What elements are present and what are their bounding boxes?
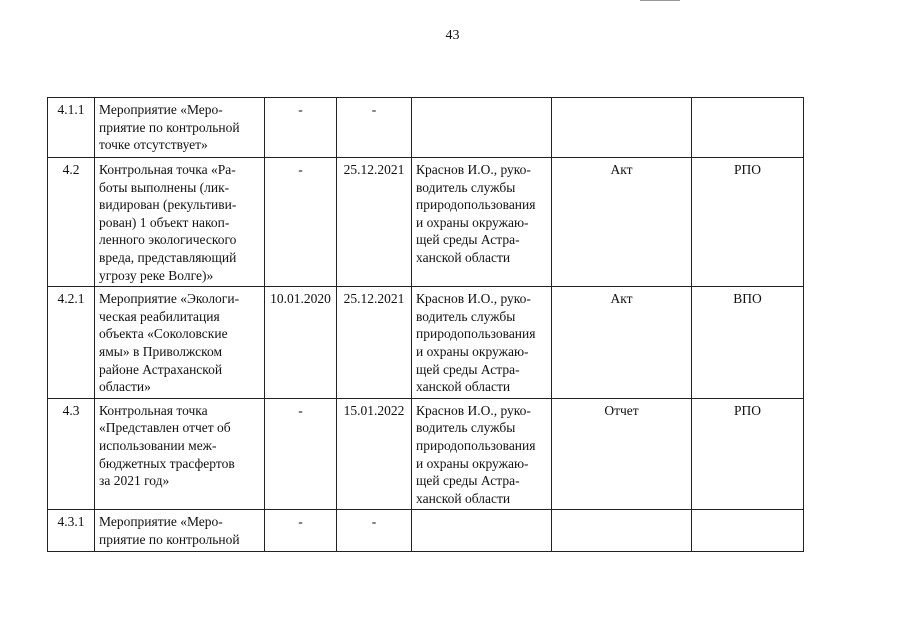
row-document: Акт: [552, 158, 692, 287]
row-number: 4.1.1: [48, 98, 95, 158]
row-name-line: ямы» в Приволжском: [99, 343, 222, 359]
row-name-line: ческая реабилитация: [99, 308, 220, 324]
row-start-date: -: [265, 158, 337, 287]
row-responsible-line: ханской области: [416, 379, 511, 395]
scan-artifact: [640, 0, 680, 4]
row-name: [95, 287, 265, 399]
row-name-line: Мероприятие «Меро-: [99, 102, 223, 117]
row-name-line: Мероприятие «Меро-: [99, 514, 223, 530]
row-name-line: Контрольная точка «Ра-: [99, 162, 236, 177]
row-responsible-line: и охраны окружаю-: [416, 455, 529, 471]
row-responsible-line: Краснов И.О., руко-: [416, 162, 531, 177]
row-name-line: объекта «Соколовские: [99, 326, 228, 342]
row-responsible-line: Краснов И.О., руко-: [416, 402, 531, 418]
table-row: [48, 158, 804, 287]
row-number: 4.3: [48, 398, 95, 510]
row-end-date: -: [337, 98, 412, 158]
table-row: [48, 510, 804, 552]
row-document: [552, 510, 692, 552]
row-number: 4.3.1: [48, 510, 95, 552]
row-responsible-line: щей среды Астра-: [416, 473, 520, 489]
row-document: Отчет: [552, 398, 692, 510]
page-number: 43: [445, 28, 460, 43]
row-name-line: Мероприятие «Экологи-: [99, 291, 240, 307]
row-name-line: за 2021 год»: [99, 473, 170, 489]
row-responsible-line: природопользования: [416, 197, 536, 213]
row-responsible-line: щей среды Астра-: [416, 232, 520, 248]
row-name-line: рован) 1 объект накоп-: [99, 214, 230, 230]
row-name-line: ленного экологического: [99, 232, 237, 248]
row-kind: РПО: [692, 158, 804, 287]
row-name: [95, 398, 265, 510]
table-row: [48, 98, 804, 158]
row-responsible: [412, 158, 552, 287]
row-end-date: 25.12.2021: [337, 287, 412, 399]
row-name-line: видирован (рекультиви-: [99, 197, 237, 213]
row-name-line: приятие по контрольной: [99, 531, 240, 547]
row-responsible: [412, 98, 552, 158]
row-end-date: -: [337, 510, 412, 552]
row-responsible-line: водитель службы: [416, 179, 516, 195]
row-start-date: -: [265, 510, 337, 552]
row-name-line: точке отсутствует»: [99, 137, 208, 153]
row-responsible: [412, 287, 552, 399]
row-name-line: угрозу реке Волге)»: [99, 267, 214, 283]
row-responsible-line: природопользования: [416, 326, 536, 342]
row-name-line: приятие по контрольной: [99, 119, 240, 135]
row-kind: РПО: [692, 398, 804, 510]
row-name-line: области»: [99, 379, 151, 395]
row-responsible: [412, 398, 552, 510]
row-responsible-line: ханской области: [416, 249, 511, 265]
plan-table: [47, 97, 804, 552]
row-responsible-line: ханской области: [416, 490, 511, 506]
row-document: Акт: [552, 287, 692, 399]
row-name: [95, 510, 265, 552]
row-name-line: использовании меж-: [99, 437, 217, 453]
table-row: [48, 398, 804, 510]
row-responsible-line: водитель службы: [416, 308, 516, 324]
row-name-line: «Представлен отчет об: [99, 420, 231, 436]
row-name: [95, 98, 265, 158]
row-responsible-line: щей среды Астра-: [416, 361, 520, 377]
row-name: [95, 158, 265, 287]
row-name-line: районе Астраханской: [99, 361, 223, 377]
row-responsible-line: и охраны окружаю-: [416, 343, 529, 359]
row-responsible: [412, 510, 552, 552]
row-start-date: -: [265, 98, 337, 158]
row-end-date: 25.12.2021: [337, 158, 412, 287]
row-start-date: 10.01.2020: [265, 287, 337, 399]
row-responsible-line: водитель службы: [416, 420, 516, 436]
row-number: 4.2: [48, 158, 95, 287]
table-row: [48, 287, 804, 399]
row-number: 4.2.1: [48, 287, 95, 399]
row-start-date: -: [265, 398, 337, 510]
row-responsible-line: природопользования: [416, 437, 536, 453]
row-end-date: 15.01.2022: [337, 398, 412, 510]
row-name-line: вреда, представляющий: [99, 249, 237, 265]
row-document: [552, 98, 692, 158]
row-name-line: бюджетных трасфертов: [99, 455, 235, 471]
row-kind: ВПО: [692, 287, 804, 399]
row-name-line: боты выполнены (лик-: [99, 179, 230, 195]
row-kind: [692, 510, 804, 552]
row-responsible-line: и охраны окружаю-: [416, 214, 529, 230]
row-responsible-line: Краснов И.О., руко-: [416, 291, 531, 307]
row-kind: [692, 98, 804, 158]
row-name-line: Контрольная точка: [99, 402, 208, 418]
